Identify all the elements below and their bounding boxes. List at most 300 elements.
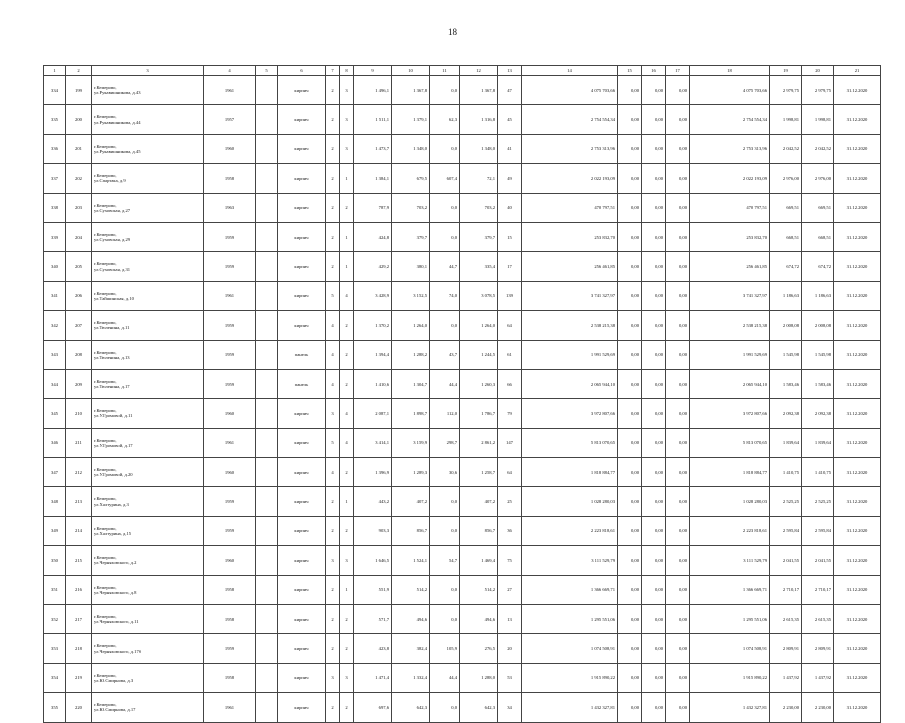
value-cell: 380,1 [392, 252, 430, 281]
value-cell: 1 545,98 [770, 340, 802, 369]
value-cell: 1 348,0 [392, 134, 430, 163]
cell: 2 [326, 487, 340, 516]
cell: 5 [326, 428, 340, 457]
cell: 31.12.2020 [834, 369, 881, 398]
cell [256, 134, 278, 163]
cell: 336 [44, 134, 66, 163]
cell: 344 [44, 369, 66, 398]
cell: 2 [326, 575, 340, 604]
value-cell: 642,3 [392, 693, 430, 722]
value-cell: 335,4 [460, 252, 498, 281]
table-row [44, 311, 881, 340]
cell: 4 [326, 311, 340, 340]
value-cell: 0,00 [618, 458, 642, 487]
value-cell: 2 861,2 [460, 428, 498, 457]
cell: 213 [66, 487, 92, 516]
cell: кирпич [278, 399, 326, 428]
value-cell: 1 028 280,03 [522, 487, 618, 516]
cell: 31.12.2020 [834, 487, 881, 516]
value-cell: 1 410,6 [354, 369, 392, 398]
value-cell: 0,00 [666, 634, 690, 663]
cell: кирпич [278, 458, 326, 487]
value-cell: 669,51 [770, 193, 802, 222]
value-cell: 0,00 [618, 546, 642, 575]
address-cell: г.Кемерово, ул.Черняховского, д.11 [92, 605, 204, 634]
value-cell: 0,00 [666, 340, 690, 369]
cell: 1960 [204, 399, 256, 428]
value-cell: 1 304,7 [392, 369, 430, 398]
value-cell: 4 075 703,66 [690, 76, 770, 105]
column-number-cell: 5 [256, 66, 278, 76]
value-cell: 2 538 215,38 [522, 311, 618, 340]
cell: 1963 [204, 193, 256, 222]
value-cell: 1 786,7 [460, 399, 498, 428]
value-cell: 0,00 [618, 164, 642, 193]
value-cell: 1 471,4 [354, 663, 392, 692]
cell: 1 [340, 575, 354, 604]
value-cell: 1 437,92 [770, 663, 802, 692]
cell: 205 [66, 252, 92, 281]
cell: 4 [326, 369, 340, 398]
cell: 31.12.2020 [834, 458, 881, 487]
cell: 347 [44, 458, 66, 487]
value-cell: 571,7 [354, 605, 392, 634]
value-cell: 2 538 215,38 [690, 311, 770, 340]
table-row [44, 369, 881, 398]
cell: 2 [326, 164, 340, 193]
cell: 216 [66, 575, 92, 604]
column-number-cell: 19 [770, 66, 802, 76]
cell: 348 [44, 487, 66, 516]
value-cell: 0,00 [666, 311, 690, 340]
cell: 338 [44, 193, 66, 222]
value-cell: 1 186,63 [802, 281, 834, 310]
cell: 34 [498, 693, 522, 722]
value-cell: 514,2 [460, 575, 498, 604]
cell [256, 193, 278, 222]
cell: 209 [66, 369, 92, 398]
cell: 2 [326, 634, 340, 663]
value-cell: 2 753 313,96 [690, 134, 770, 163]
value-cell: 276,5 [460, 634, 498, 663]
cell: 1 [340, 487, 354, 516]
value-cell: 1 410,75 [802, 458, 834, 487]
cell [256, 487, 278, 516]
value-cell: 0,00 [642, 458, 666, 487]
cell: 64 [498, 311, 522, 340]
value-cell: 0,0 [430, 693, 460, 722]
cell [256, 605, 278, 634]
table-row [44, 164, 881, 193]
cell: 203 [66, 193, 92, 222]
cell [256, 105, 278, 134]
value-cell: 0,00 [642, 605, 666, 634]
value-cell: 3 741 327,97 [522, 281, 618, 310]
value-cell: 787,9 [354, 193, 392, 222]
table-row [44, 105, 881, 134]
cell: кирпич [278, 252, 326, 281]
value-cell: 0,00 [666, 134, 690, 163]
column-number-cell: 20 [802, 66, 834, 76]
value-cell: 62,3 [430, 105, 460, 134]
value-cell: 429,2 [354, 252, 392, 281]
table-row [44, 487, 881, 516]
cell: 3 [326, 399, 340, 428]
cell: 206 [66, 281, 92, 310]
value-cell: 0,00 [642, 487, 666, 516]
value-cell: 0,0 [430, 76, 460, 105]
cell: 1961 [204, 76, 256, 105]
cell: кирпич [278, 222, 326, 251]
value-cell: 2 041,55 [770, 546, 802, 575]
cell: 66 [498, 369, 522, 398]
value-cell: 2 979,75 [802, 76, 834, 105]
value-cell: 443,2 [354, 487, 392, 516]
housing-register-table [43, 65, 881, 723]
value-cell: 2 979,75 [770, 76, 802, 105]
cell: 1957 [204, 105, 256, 134]
value-cell: 1 432 327,81 [522, 693, 618, 722]
value-cell: 1 348,0 [460, 134, 498, 163]
value-cell: 2 809,91 [770, 634, 802, 663]
value-cell: 1 260,3 [460, 369, 498, 398]
cell: 342 [44, 311, 66, 340]
cell: 139 [498, 281, 522, 310]
value-cell: 0,00 [618, 311, 642, 340]
value-cell: 1 818 884,77 [690, 458, 770, 487]
cell: 31.12.2020 [834, 428, 881, 457]
value-cell: 0,0 [430, 222, 460, 251]
value-cell: 112,0 [430, 399, 460, 428]
value-cell: 0,0 [430, 487, 460, 516]
value-cell: 256 461,85 [690, 252, 770, 281]
cell: 3 [326, 663, 340, 692]
value-cell: 1 991 529,69 [690, 340, 770, 369]
column-number-cell: 17 [666, 66, 690, 76]
cell: 207 [66, 311, 92, 340]
cell: 352 [44, 605, 66, 634]
value-cell: 0,00 [618, 76, 642, 105]
cell: 64 [498, 458, 522, 487]
value-cell: 2 976,00 [802, 164, 834, 193]
value-cell: 0,00 [666, 164, 690, 193]
cell: 31.12.2020 [834, 76, 881, 105]
cell: 351 [44, 575, 66, 604]
cell: 2 [340, 634, 354, 663]
cell: 2 [340, 193, 354, 222]
address-cell: г.Кемерово, ул.Суховская, д.31 [92, 252, 204, 281]
column-number-cell: 18 [690, 66, 770, 76]
value-cell: 2 022 193,09 [522, 164, 618, 193]
table-row [44, 252, 881, 281]
value-cell: 0,00 [642, 546, 666, 575]
value-cell: 0,0 [430, 193, 460, 222]
value-cell: 3 111 529,79 [690, 546, 770, 575]
column-number-cell: 6 [278, 66, 326, 76]
cell: 335 [44, 105, 66, 134]
table-row [44, 458, 881, 487]
cell: 2 [326, 693, 340, 722]
address-cell: г.Кемерово, ул.Тюленина, д.17 [92, 369, 204, 398]
value-cell: 2 615,35 [770, 605, 802, 634]
address-cell: г.Кемерово, ул.Спартака, д.9 [92, 164, 204, 193]
cell: 212 [66, 458, 92, 487]
value-cell: 407,2 [460, 487, 498, 516]
value-cell: 0,00 [666, 663, 690, 692]
cell: 79 [498, 399, 522, 428]
value-cell: 2 595,84 [802, 516, 834, 545]
cell: 1958 [204, 663, 256, 692]
cell: 354 [44, 663, 66, 692]
cell: 31.12.2020 [834, 164, 881, 193]
cell: кирпич [278, 193, 326, 222]
cell: 1959 [204, 252, 256, 281]
cell: 27 [498, 575, 522, 604]
address-cell: г.Кемерово, ул.Тюленина, д.11 [92, 311, 204, 340]
value-cell: 1 394,4 [354, 340, 392, 369]
cell: 2 [340, 340, 354, 369]
address-cell: г.Кемерово, ул.У.Громовой, д.20 [92, 458, 204, 487]
cell: 214 [66, 516, 92, 545]
value-cell: 105,9 [430, 634, 460, 663]
value-cell: 2 525,25 [770, 487, 802, 516]
value-cell: 0,00 [618, 634, 642, 663]
cell: 2 [326, 134, 340, 163]
value-cell: 0,00 [666, 222, 690, 251]
cell: кирпич [278, 76, 326, 105]
value-cell: 1 998,81 [770, 105, 802, 134]
value-cell: 674,72 [770, 252, 802, 281]
value-cell: 2 042,52 [770, 134, 802, 163]
cell: 1958 [204, 575, 256, 604]
cell: 1960 [204, 546, 256, 575]
cell: 210 [66, 399, 92, 428]
value-cell: 1 074 508,91 [690, 634, 770, 663]
value-cell: 2 230,00 [770, 693, 802, 722]
cell: 2 [340, 693, 354, 722]
value-cell: 1 646,5 [354, 546, 392, 575]
address-cell: г.Кемерово, ул.Рукавишникова, д.43 [92, 76, 204, 105]
value-cell: 3 078,5 [460, 281, 498, 310]
address-cell: г.Кемерово, ул.Рукавишникова, д.44 [92, 105, 204, 134]
value-cell: 1 028 280,03 [690, 487, 770, 516]
value-cell: 43,7 [430, 340, 460, 369]
value-cell: 0,00 [618, 516, 642, 545]
cell: кирпич [278, 516, 326, 545]
cell: 2 [326, 193, 340, 222]
value-cell: 1 332,4 [392, 663, 430, 692]
column-number-cell: 8 [340, 66, 354, 76]
value-cell: 1 366 669,71 [690, 575, 770, 604]
cell: 4 [326, 340, 340, 369]
value-cell: 0,00 [642, 634, 666, 663]
cell: 1960 [204, 458, 256, 487]
cell [256, 428, 278, 457]
value-cell: 2 065 944,10 [522, 369, 618, 398]
cell: 5 [326, 281, 340, 310]
value-cell: 1 186,63 [770, 281, 802, 310]
value-cell: 0,00 [666, 487, 690, 516]
value-cell: 2 022 193,09 [690, 164, 770, 193]
cell: кирпич [278, 575, 326, 604]
value-cell: 0,00 [618, 252, 642, 281]
value-cell: 1 524,1 [392, 546, 430, 575]
value-cell: 0,00 [618, 193, 642, 222]
cell [256, 575, 278, 604]
value-cell: 2 008,08 [802, 311, 834, 340]
cell: 1 [340, 164, 354, 193]
column-number-cell: 16 [642, 66, 666, 76]
column-number-cell: 2 [66, 66, 92, 76]
value-cell: 0,00 [642, 575, 666, 604]
value-cell: 0,00 [618, 222, 642, 251]
value-cell: 2 710,17 [770, 575, 802, 604]
cell: 36 [498, 516, 522, 545]
cell: 2 [326, 222, 340, 251]
value-cell: 0,00 [642, 76, 666, 105]
cell [256, 634, 278, 663]
value-cell: 379,7 [460, 222, 498, 251]
cell: 1961 [204, 693, 256, 722]
cell: 2 [340, 311, 354, 340]
value-cell: 1 316,8 [460, 105, 498, 134]
cell [256, 164, 278, 193]
cell: 31.12.2020 [834, 693, 881, 722]
value-cell: 0,00 [666, 281, 690, 310]
value-cell: 0,00 [618, 428, 642, 457]
value-cell: 424,8 [354, 222, 392, 251]
cell [256, 516, 278, 545]
cell: кирпич [278, 134, 326, 163]
value-cell: 3 972 807,66 [690, 399, 770, 428]
table-row [44, 575, 881, 604]
cell: 31.12.2020 [834, 134, 881, 163]
table-row [44, 399, 881, 428]
cell: 31.12.2020 [834, 252, 881, 281]
address-cell: г.Кемерово, ул.Рукавишникова, д.45 [92, 134, 204, 163]
cell: 53 [498, 663, 522, 692]
page-number: 18 [448, 27, 457, 37]
cell: 340 [44, 252, 66, 281]
cell: 31.12.2020 [834, 663, 881, 692]
column-number-cell: 4 [204, 66, 256, 76]
value-cell: 256 461,85 [522, 252, 618, 281]
cell: 1959 [204, 311, 256, 340]
cell: 199 [66, 76, 92, 105]
value-cell: 0,00 [666, 605, 690, 634]
table-row [44, 634, 881, 663]
cell: 1959 [204, 369, 256, 398]
cell: 220 [66, 693, 92, 722]
value-cell: 2 230,00 [802, 693, 834, 722]
table-row [44, 693, 881, 722]
cell: 2 [340, 516, 354, 545]
cell: 4 [340, 428, 354, 457]
value-cell: 1 915 890,22 [522, 663, 618, 692]
value-cell: 0,00 [642, 428, 666, 457]
value-cell: 3 111 529,79 [522, 546, 618, 575]
value-cell: 382,4 [392, 634, 430, 663]
cell: 2 [340, 458, 354, 487]
address-cell: г.Кемерово, ул.Тайшинская, д.10 [92, 281, 204, 310]
value-cell: 1 288,2 [392, 340, 430, 369]
cell [256, 399, 278, 428]
value-cell: 423,8 [354, 634, 392, 663]
cell: 215 [66, 546, 92, 575]
value-cell: 0,00 [642, 693, 666, 722]
value-cell: 2 223 818,61 [522, 516, 618, 545]
value-cell: 1 583,46 [770, 369, 802, 398]
value-cell: 551,9 [354, 575, 392, 604]
cell: 346 [44, 428, 66, 457]
value-cell: 0,00 [642, 281, 666, 310]
value-cell: 2 092,38 [770, 399, 802, 428]
value-cell: 30,6 [430, 458, 460, 487]
value-cell: 0,00 [618, 663, 642, 692]
value-cell: 253 832,70 [522, 222, 618, 251]
value-cell: 1 410,75 [770, 458, 802, 487]
table-row [44, 134, 881, 163]
value-cell: 3 972 807,66 [522, 399, 618, 428]
column-number-cell: 13 [498, 66, 522, 76]
cell: 3 [340, 134, 354, 163]
value-cell: 679,5 [392, 164, 430, 193]
column-number-cell: 1 [44, 66, 66, 76]
value-cell: 1 469,4 [460, 546, 498, 575]
value-cell: 1 379,1 [392, 105, 430, 134]
value-cell: 1 991 529,69 [522, 340, 618, 369]
cell: 31.12.2020 [834, 105, 881, 134]
cell: кирпич [278, 693, 326, 722]
value-cell: 0,00 [666, 516, 690, 545]
cell: 337 [44, 164, 66, 193]
address-cell: г.Кемерово, ул.Черняховского, д.17б [92, 634, 204, 663]
address-cell: г.Кемерово, ул.Халтурина, д.3 [92, 487, 204, 516]
value-cell: 4 075 703,66 [522, 76, 618, 105]
cell: 3 [340, 546, 354, 575]
value-cell: 2 525,25 [802, 487, 834, 516]
value-cell: 1 366 669,71 [522, 575, 618, 604]
cell: 3 [340, 76, 354, 105]
cell: кирпич [278, 546, 326, 575]
value-cell: 1 367,8 [460, 76, 498, 105]
value-cell: 2 754 554,34 [690, 105, 770, 134]
column-number-cell: 3 [92, 66, 204, 76]
value-cell: 1 396,9 [354, 458, 392, 487]
cell: 355 [44, 693, 66, 722]
value-cell: 514,2 [392, 575, 430, 604]
value-cell: 44,4 [430, 369, 460, 398]
cell: 31.12.2020 [834, 605, 881, 634]
value-cell: 298,7 [430, 428, 460, 457]
value-cell: 2 065 944,10 [690, 369, 770, 398]
cell: 204 [66, 222, 92, 251]
value-cell: 2 041,55 [802, 546, 834, 575]
column-number-cell: 15 [618, 66, 642, 76]
cell: кирпич [278, 281, 326, 310]
value-cell: 0,00 [618, 105, 642, 134]
cell: 31.12.2020 [834, 281, 881, 310]
value-cell: 856,7 [392, 516, 430, 545]
value-cell: 0,0 [430, 516, 460, 545]
value-cell: 0,00 [642, 340, 666, 369]
cell [256, 222, 278, 251]
value-cell: 1 473,7 [354, 134, 392, 163]
value-cell: 0,00 [666, 76, 690, 105]
value-cell: 2 087,1 [354, 399, 392, 428]
column-number-cell: 21 [834, 66, 881, 76]
value-cell: 2 754 554,34 [522, 105, 618, 134]
